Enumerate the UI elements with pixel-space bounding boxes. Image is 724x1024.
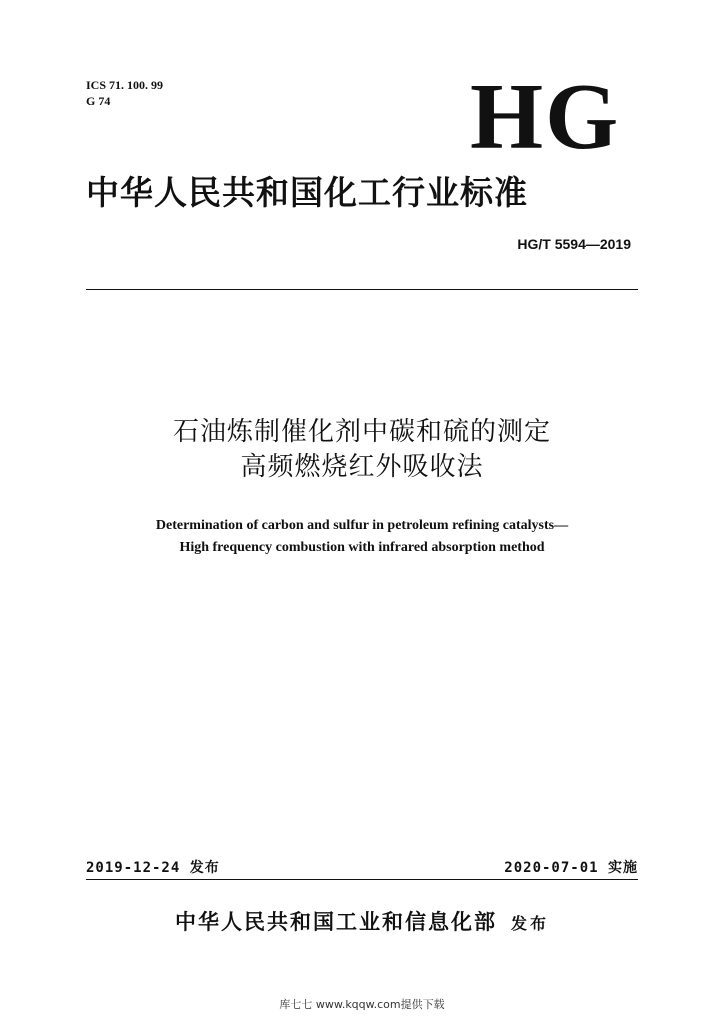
publisher-line xyxy=(86,906,638,936)
issue-date: 2019-12-24 发布 xyxy=(86,860,220,876)
english-title-line-1: Determination of carbon and sulfur in petroleum refining catalysts— xyxy=(155,518,569,533)
chinese-title-line-2: 高频燃烧红外吸收法 xyxy=(240,452,484,482)
publisher-name: 中华人民共和国工业和信息化部 xyxy=(174,909,497,934)
ics-code: ICS 71. 100. 99 xyxy=(86,78,164,92)
standard-number: HG/T 5594—2019 xyxy=(517,236,631,252)
english-title-line-2: High frequency combustion with infrared absorption method xyxy=(179,540,545,555)
national-standard-title: 中华人民共和国化工行业标准 xyxy=(86,173,528,212)
top-divider xyxy=(86,289,638,290)
bottom-divider xyxy=(86,879,638,880)
classification-block xyxy=(86,77,163,109)
hg-logo: HG xyxy=(470,65,621,169)
implementation-date: 2020-07-01 实施 xyxy=(504,860,638,876)
publisher-verb: 发布 xyxy=(510,914,549,933)
chinese-title-line-1: 石油炼制催化剂中碳和硫的测定 xyxy=(172,417,551,447)
ccs-code: G 74 xyxy=(86,94,111,108)
download-watermark: 库七七 www.kqqw.com提供下载 xyxy=(279,998,445,1011)
